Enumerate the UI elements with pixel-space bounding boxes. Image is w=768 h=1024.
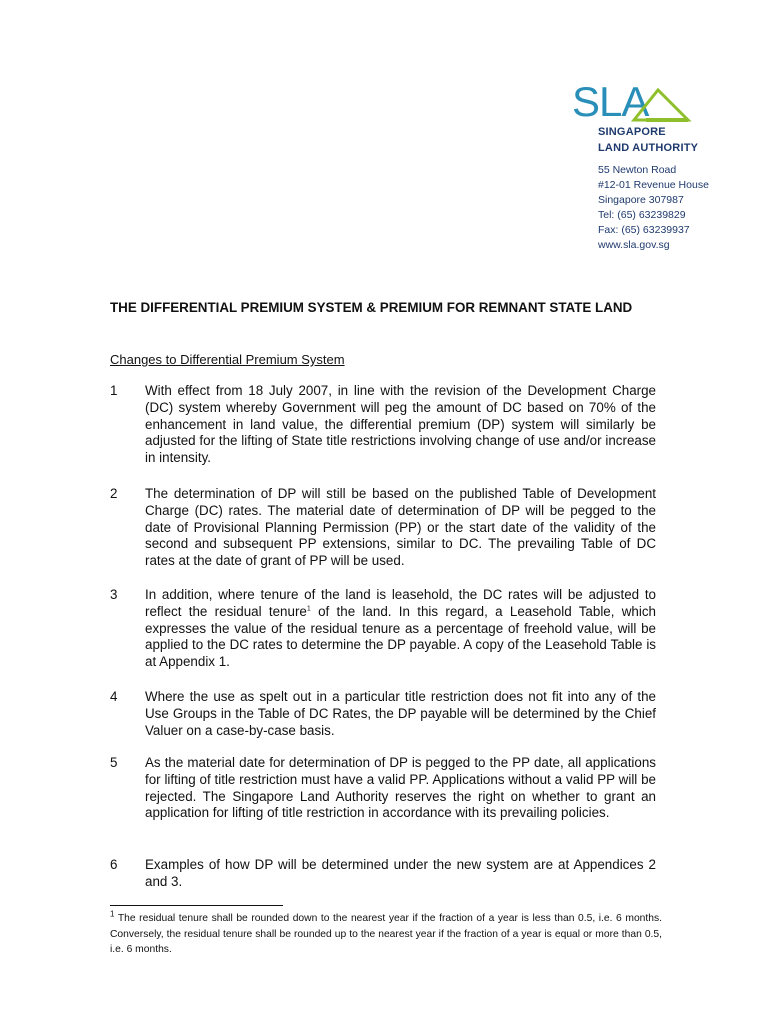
- paragraph-text: [145, 587, 656, 671]
- footnote-number: 1: [110, 909, 115, 919]
- address-unit: #12-01 Revenue House: [598, 179, 709, 191]
- logo-wordmark: SLA: [572, 78, 649, 124]
- document-title: THE DIFFERENTIAL PREMIUM SYSTEM & PREMIUM FOR REMNANT STATE LAND: [110, 300, 633, 315]
- paragraph-text: The determination of DP will still be based on the published Table of Development Charge (DC) rates. The material date of determination of DP will be pegged to the date of Provisional Planning Permission (PP) or the start date of the validity of the second and subsequent PP extensions, similar to DC. The prevailing Table of DC rates at the date of grant of PP will be used.: [145, 486, 656, 569]
- address-website: www.sla.gov.sg: [598, 239, 670, 251]
- paragraph-text: Examples of how DP will be determined under the new system are at Appendices 2 and 3.: [145, 857, 656, 889]
- paragraph-text-part2: of the land. In this regard, a Leasehold Table, which expresses the value of the residual tenure as a percentage of freehold value, will be applied to the DC rates to determine the DP payable. A copy of the Leasehold Table is at Appendix 1.: [145, 603, 656, 670]
- address-fax: Fax: (65) 63239937: [598, 224, 690, 236]
- org-name-line2: LAND AUTHORITY: [598, 142, 699, 154]
- address-postal: Singapore 307987: [598, 194, 684, 206]
- paragraph-number: 3: [110, 587, 118, 602]
- address-street: 55 Newton Road: [598, 164, 677, 176]
- paragraph-text: Where the use as spelt out in a particular title restriction does not fit into any of the Use Groups in the Table of DC Rates, the DP payable will be determined by the Chief Valuer on a case-by-case basis.: [145, 689, 656, 738]
- paragraph-number: 4: [110, 689, 118, 704]
- footnote-reference[interactable]: 1: [306, 605, 311, 613]
- address-block: [598, 163, 709, 253]
- paragraph-number: 2: [110, 486, 118, 501]
- footnote: [110, 911, 662, 958]
- address-tel: Tel: (65) 63239829: [598, 209, 686, 221]
- paragraph-text: With effect from 18 July 2007, in line with the revision of the Development Charge (DC) system whereby Government will peg the amount of DC based on 70% of the enhancement in land value, the differential premium (DP) system will similarly be adjusted for the lifting of State title restrictions involving change of use and/or increase in intensity.: [145, 383, 656, 466]
- paragraph-text: As the material date for determination of DP is pegged to the PP date, all applications for lifting of title restriction must have a valid PP. Applications without a valid PP will be rejected. The Singapore Land Authority reserves the right on whether to grant an application for lifting of title restriction in accordance with its prevailing policies.: [145, 755, 656, 821]
- sla-logo: [572, 76, 692, 124]
- paragraph-number: 5: [110, 755, 118, 770]
- org-name-line1: SINGAPORE: [598, 126, 666, 138]
- paragraph-number: 6: [110, 857, 118, 872]
- footnote-divider: [110, 905, 283, 906]
- paragraph-text-part1: In addition, where tenure of the land is leasehold, the DC rates will be adjusted to reflect the residual tenure: [145, 587, 656, 619]
- section-heading: Changes to Differential Premium System: [110, 352, 345, 367]
- org-name: [598, 124, 698, 156]
- footnote-text: The residual tenure shall be rounded down to the nearest year if the fraction of a year is less than 0.5, i.e. 6 months. Conversely, the residual tenure shall be rounded up to the nearest year if the fraction of a year is equal or more than 0.5, i.e. 6 months.: [110, 913, 662, 955]
- paragraph-number: 1: [110, 383, 118, 398]
